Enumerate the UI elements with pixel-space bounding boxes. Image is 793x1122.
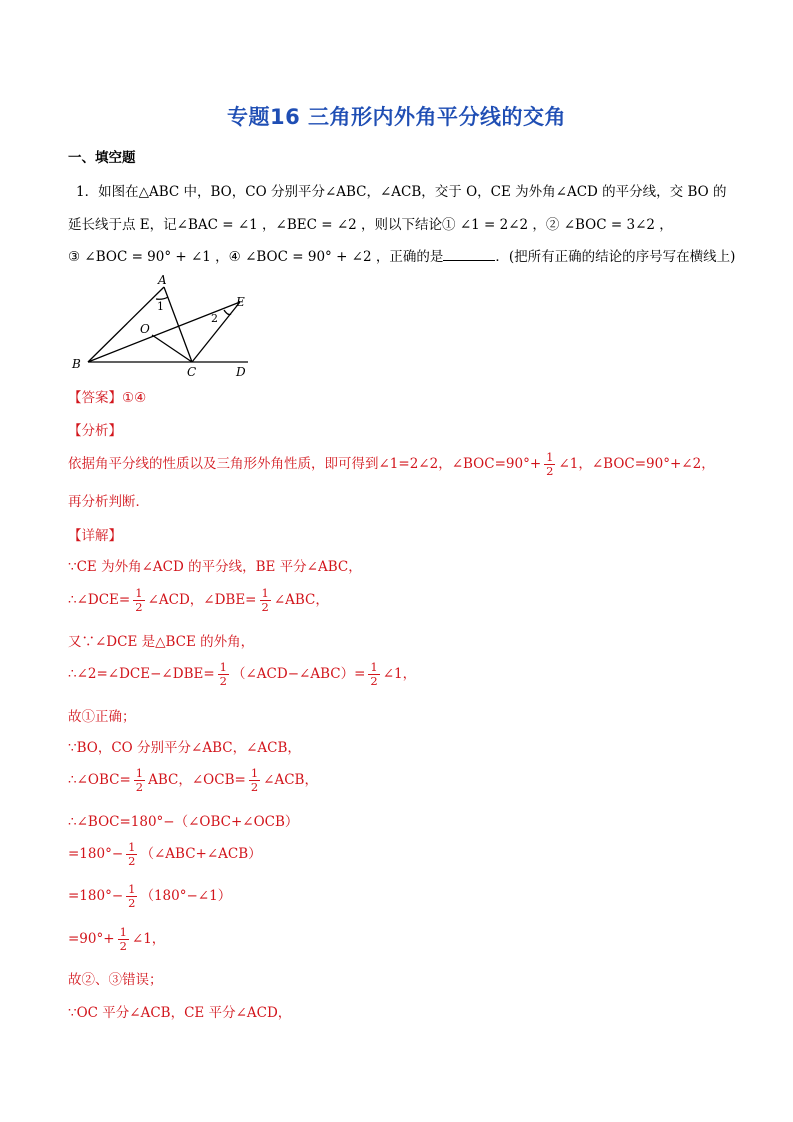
detail-line-2: ∴∠DCE= $\frac{1}{2}$ ∠ACD，∠DBE= $\frac{1}{2}$ ∠ABC， (68, 586, 329, 614)
answer-line (68, 386, 146, 406)
detail-line-9: =180°− $\frac{1}{2}$ （∠ABC+∠ACB） (68, 840, 262, 868)
label-angle-1: 1 (157, 300, 164, 313)
fraction-half: $\frac{1}{2}$ (119, 925, 127, 953)
detail-line-5: 故①正确； (68, 709, 136, 725)
detail-line-10: =180°− $\frac{1}{2}$ （180°−∠1） (68, 882, 232, 910)
fraction-half: $\frac{1}{2}$ (261, 586, 269, 614)
question-line-2: 延长线于点 E，记∠BAC = ∠1 ，∠BEC = ∠2 ，则以下结论① ∠1 = 2∠2 ，② ∠BOC = 3∠2 ， (68, 217, 673, 233)
fraction-half: $\frac{1}{2}$ (219, 660, 227, 688)
label-c: C (187, 365, 197, 379)
analysis-line-2: 再分析判断． (68, 494, 149, 510)
label-a: A (158, 273, 167, 287)
geometry-figure (68, 272, 258, 380)
detail-line-11: =90°+ $\frac{1}{2}$ ∠1， (68, 925, 166, 953)
detail-line-3: 又∵∠DCE 是△BCE 的外角， (68, 634, 255, 650)
segment-ac (164, 287, 192, 362)
fraction-half: $\frac{1}{2}$ (135, 766, 144, 794)
question-line-3 (68, 248, 735, 266)
segment-ba (88, 287, 164, 362)
page-title: 专题16 三角形内外角平分线的交角 (226, 105, 567, 129)
fraction-half: $\frac{1}{2}$ (128, 882, 136, 910)
angle-2-arc (224, 310, 231, 315)
answer-value: ①④ (122, 390, 147, 406)
detail-line-6: ∵BO，CO 分别平分∠ABC，∠ACB， (68, 740, 301, 756)
fraction-half: $\frac{1}{2}$ (250, 766, 259, 794)
segment-oc (152, 335, 192, 362)
analysis-text-2: ∠1，∠BOC=90°+∠2， (558, 456, 715, 472)
detail-line-8: ∴∠BOC=180°−（∠OBC+∠OCB） (68, 814, 299, 830)
label-angle-2: 2 (211, 312, 218, 325)
analysis-label: 【分析】 (68, 423, 122, 439)
fraction-half: $\frac{1}{2}$ (370, 660, 378, 688)
label-o: O (140, 322, 150, 336)
label-b: B (72, 357, 81, 371)
fraction-half: $\frac{1}{2}$ (546, 450, 554, 478)
detail-line-1: ∵CE 为外角∠ACD 的平分线，BE 平分∠ABC， (68, 559, 362, 575)
section-heading: 一、填空题 (68, 150, 136, 166)
detail-line-4: ∴∠2=∠DCE−∠DBE= $\frac{1}{2}$ （∠ACD−∠ABC）= $\frac{1}{2}$ ∠1， (68, 660, 417, 688)
angle-1-arc (156, 297, 168, 299)
answer-label: 【答案】 (68, 390, 122, 406)
answer-blank (443, 248, 495, 261)
question-line-3-end: ．(把所有正确的结论的序号写在横线上) (495, 249, 736, 265)
detail-line-7: ∴∠OBC= $\frac{1}{2}$ ABC，∠OCB= $\frac{1}{2}$ ∠ACB， (68, 766, 318, 794)
analysis-text-1: 依据角平分线的性质以及三角形外角性质，即可得到∠1=2∠2，∠BOC=90°+ (68, 456, 542, 472)
question-line-3-start: ③ ∠BOC = 90° + ∠1 ，④ ∠BOC = 90° + ∠2 ，正确的是 (68, 249, 444, 265)
question-line-1: 1．如图在△ABC 中，BO，CO 分别平分∠ABC，∠ACB，交于 O，CE 为外角∠ACD 的平分线，交 BO 的 (76, 184, 727, 200)
fraction-half: $\frac{1}{2}$ (135, 586, 143, 614)
label-e: E (236, 295, 245, 309)
segment-be (88, 302, 240, 362)
fraction-half: $\frac{1}{2}$ (128, 840, 136, 868)
label-d: D (236, 365, 246, 379)
detail-line-13: ∵OC 平分∠ACB，CE 平分∠ACD， (68, 1005, 292, 1021)
analysis-line-1 (68, 447, 715, 481)
detail-label: 【详解】 (68, 528, 122, 544)
detail-line-12: 故②、③错误； (68, 972, 163, 988)
